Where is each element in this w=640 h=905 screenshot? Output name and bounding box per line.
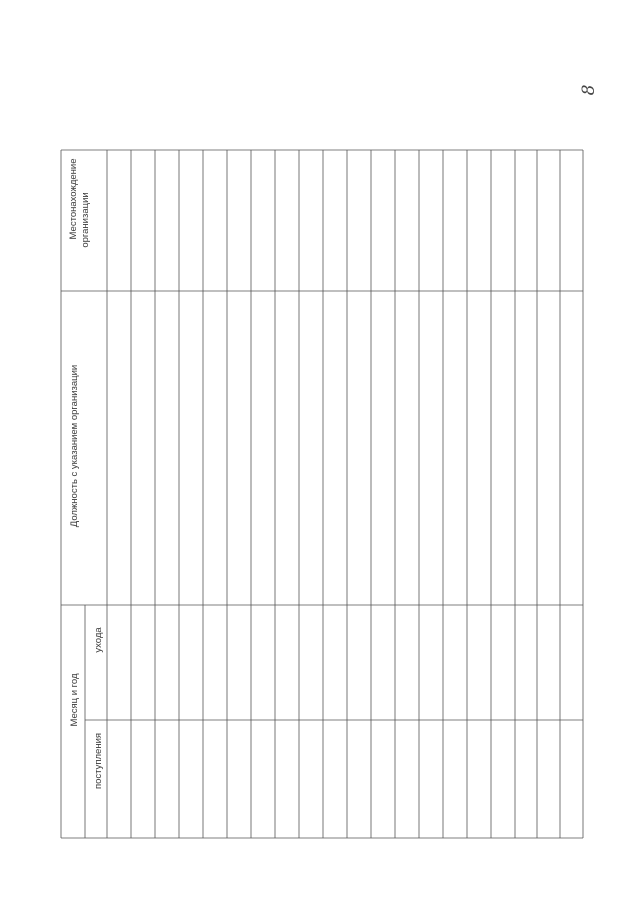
header-location-line1: Местонахождение [68, 158, 79, 240]
page-number: 8 [579, 84, 599, 96]
header-month-year: Месяц и год [69, 673, 80, 727]
table-grid [61, 150, 583, 838]
header-exit: ухода [93, 627, 104, 653]
header-location-line2: организации [80, 192, 91, 248]
header-entry: поступления [93, 732, 104, 790]
header-position: Должность с указанием организации [69, 364, 80, 528]
